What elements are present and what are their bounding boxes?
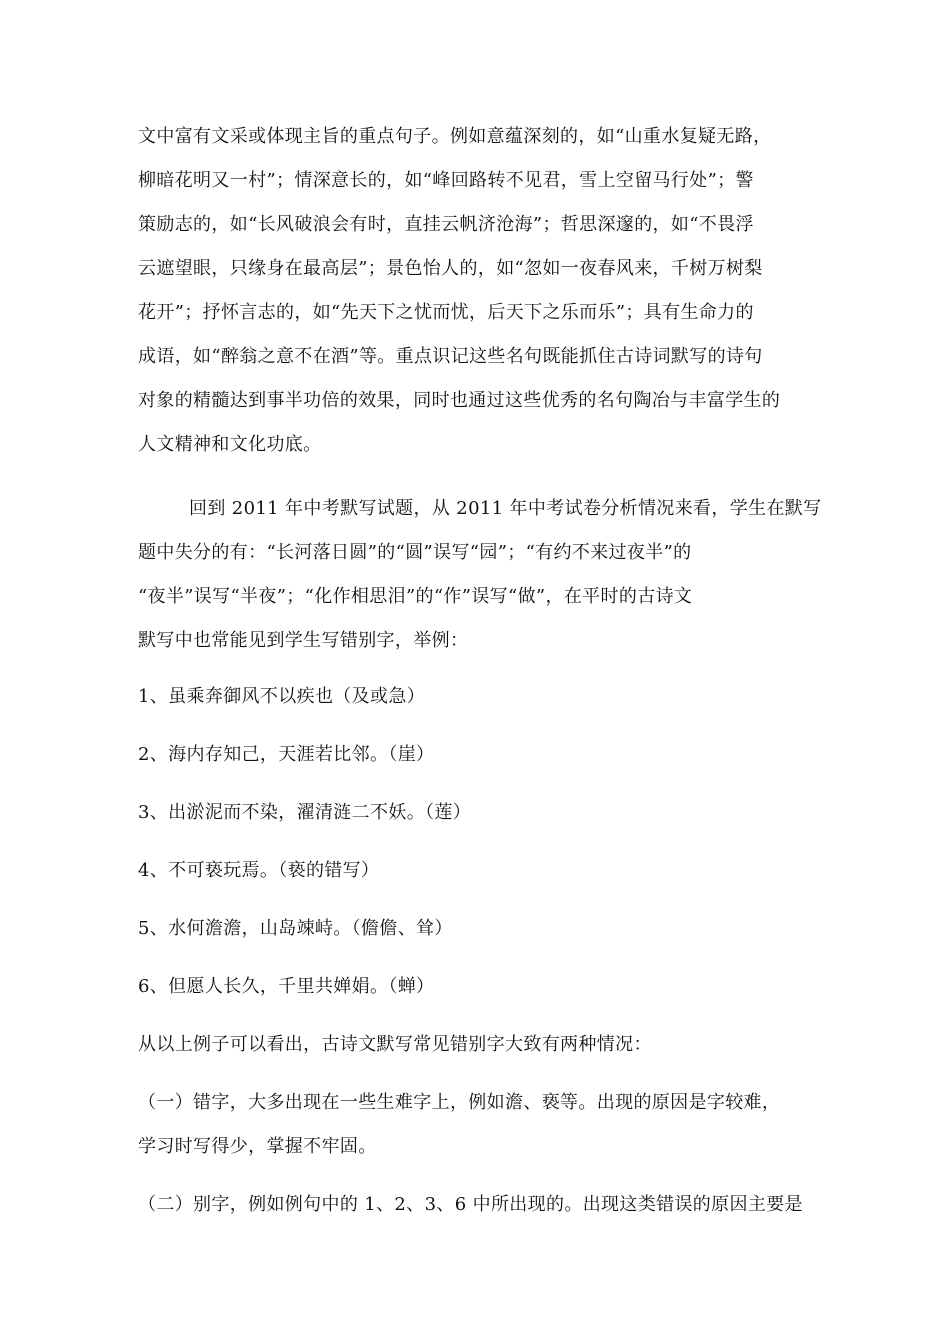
text-line: 文中富有文采或体现主旨的重点句子。例如意蕴深刻的，如“山重水复疑无路， [138, 126, 772, 147]
list-item: 1、虽乘奔御风不以疾也（及或急） [138, 686, 426, 707]
text-line: 花开”；抒怀言志的，如“先天下之忧而忧，后天下之乐而乐”；具有生命力的 [138, 302, 754, 323]
list-item: 3、出淤泥而不染，濯清涟二不妖。（莲） [138, 802, 472, 823]
text-line: 学习时写得少，掌握不牢固。 [138, 1136, 377, 1157]
text-line: 成语，如“醉翁之意不在酒”等。重点识记这些名句既能抓住古诗词默写的诗句 [138, 346, 763, 367]
list-item: 2、海内存知己，天涯若比邻。（崖） [138, 744, 435, 765]
text-line: （二）别字，例如例句中的 1、2、3、6 中所出现的。出现这类错误的原因主要是 [138, 1194, 803, 1215]
summary-line: 从以上例子可以看出，古诗文默写常见错别字大致有两种情况： [138, 1034, 652, 1055]
list-item: 6、但愿人长久，千里共婵娟。（蝉） [138, 976, 435, 997]
text-line: “夜半”误写“半夜”；“化作相思泪”的“作”误写“做”，在平时的古诗文 [138, 586, 693, 607]
text-line: 人文精神和文化功底。 [138, 434, 322, 455]
text-line: 题中失分的有：“长河落日圆”的“圆”误写“园”；“有约不来过夜半”的 [138, 542, 692, 563]
list-item: 5、水何澹澹，山岛竦峙。（儋儋、耸） [138, 918, 453, 939]
text-line: 柳暗花明又一村”；情深意长的，如“峰回路转不见君，雪上空留马行处”；警 [138, 170, 754, 191]
list-item: 4、不可亵玩焉。（亵的错写） [138, 860, 380, 881]
text-line: 回到 2011 年中考默写试题，从 2011 年中考试卷分析情况来看，学生在默写 [189, 498, 822, 519]
text-line: 策励志的，如“长风破浪会有时，直挂云帆济沧海”；哲思深邃的，如“不畏浮 [138, 214, 754, 235]
text-line: 云遮望眼，只缘身在最高层”；景色怡人的，如“忽如一夜春风来，千树万树梨 [138, 258, 763, 279]
text-line: 对象的精髓达到事半功倍的效果，同时也通过这些优秀的名句陶冶与丰富学生的 [138, 390, 781, 411]
text-line: （一）错字，大多出现在一些生难字上，例如澹、亵等。出现的原因是字较难， [138, 1092, 781, 1113]
text-line: 默写中也常能见到学生写错别字，举例： [138, 630, 469, 651]
